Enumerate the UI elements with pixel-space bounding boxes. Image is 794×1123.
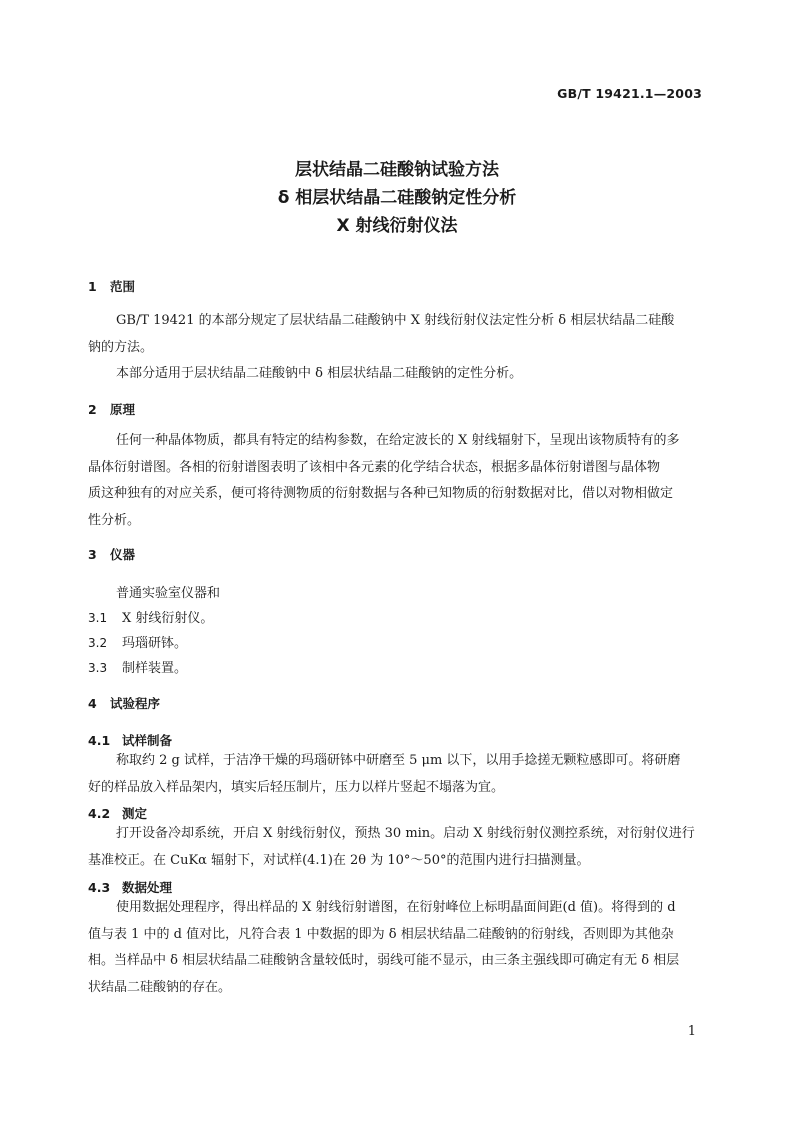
subsection-4-2-heading: [88, 804, 147, 822]
text-line: 基准校正。在 CuKα 辐射下，对试样(4.1)在 2θ 为 10°～50°的范围内进行扫描测量。: [88, 852, 590, 868]
section-2-paragraph: [88, 428, 706, 534]
item-text: X 射线衍射仪。: [122, 611, 214, 626]
list-item: [88, 657, 187, 676]
section-2-heading: [88, 400, 135, 418]
text-line: 打开设备冷却系统，开启 X 射线衍射仪，预热 30 min。启动 X 射线衍射仪测控系统，对衍射仪进行: [116, 826, 695, 841]
item-text: 玛瑙研钵。: [122, 636, 188, 651]
item-text: 制样装置。: [122, 661, 188, 676]
text-line: 任何一种晶体物质，都具有特定的结构参数，在给定波长的 X 射线辐射下，呈现出该物质特有的多: [116, 433, 680, 448]
document-title-line3: X 射线衍射仪法: [336, 216, 458, 236]
subsection-number: 4.3: [88, 880, 111, 895]
section-1-paragraph-1: [88, 308, 706, 388]
standard-number: GB/T 19421.1—2003: [557, 86, 702, 101]
text-line: 状结晶二硅酸钠的存在。: [88, 979, 232, 995]
text-line: 称取约 2 g 试样，于洁净干燥的玛瑙研钵中研磨至 5 μm 以下，以用手捻搓无颗粒感即可。将研磨: [116, 753, 681, 768]
text-line: 好的样品放入样品架内，填实后轻压制片，压力以样片竖起不塌落为宜。: [88, 779, 505, 795]
subsection-title: 试样制备: [122, 733, 173, 748]
text-line: 质这种独有的对应关系，便可将待测物质的衍射数据与各种已知物质的衍射数据对比，借以对物相做定: [88, 486, 674, 501]
subsection-title: 数据处理: [122, 880, 173, 895]
subsection-4-2-paragraph: [88, 821, 706, 874]
item-number: 3.3: [88, 661, 108, 675]
list-item: [88, 607, 213, 626]
page-number: 1: [687, 1024, 696, 1039]
subsection-number: 4.1: [88, 733, 111, 748]
text-line: 相。当样品中 δ 相层状结晶二硅酸钠含量较低时，弱线可能不显示，由三条主强线即可确定有无 δ 相层: [88, 953, 680, 968]
subsection-number: 4.2: [88, 806, 111, 821]
document-title-line1: 层状结晶二硅酸钠试验方法: [295, 160, 499, 180]
section-number: 4: [88, 696, 97, 711]
section-title: 仪器: [110, 547, 136, 562]
section-3-heading: [88, 545, 135, 563]
section-number: 2: [88, 402, 97, 417]
text-line: 本部分适用于层状结晶二硅酸钠中 δ 相层状结晶二硅酸钠的定性分析。: [116, 366, 523, 381]
section-4-heading: [88, 694, 160, 712]
list-item: [88, 632, 187, 651]
text-line: 钠的方法。: [88, 339, 154, 355]
item-number: 3.1: [88, 611, 108, 625]
text-line: 性分析。: [88, 512, 141, 528]
text-line: 使用数据处理程序，得出样品的 X 射线衍射谱图，在衍射峰位上标明晶面间距(d 值)。将得到的 d: [116, 900, 676, 915]
document-title-line2: δ 相层状结晶二硅酸钠定性分析: [277, 188, 517, 208]
section-1-heading: [88, 277, 135, 295]
section-3-intro: 普通实验室仪器和: [116, 586, 221, 601]
section-number: 1: [88, 279, 97, 294]
section-number: 3: [88, 547, 97, 562]
item-number: 3.2: [88, 636, 108, 650]
section-title: 原理: [110, 402, 136, 417]
subsection-4-1-paragraph: [88, 748, 706, 801]
subsection-4-3-paragraph: [88, 895, 706, 1001]
text-line: 晶体衍射谱图。各相的衍射谱图表明了该相中各元素的化学结合状态，根据多晶体衍射谱图与晶体物: [88, 459, 661, 475]
subsection-4-1-heading: [88, 731, 172, 749]
section-title: 范围: [110, 279, 136, 294]
section-title: 试验程序: [110, 696, 161, 711]
subsection-4-3-heading: [88, 878, 172, 896]
text-line: GB/T 19421 的本部分规定了层状结晶二硅酸钠中 X 射线衍射仪法定性分析 δ 相层状结晶二硅酸: [116, 313, 675, 328]
text-line: 值与表 1 中的 d 值对比，凡符合表 1 中数据的即为 δ 相层状结晶二硅酸钠的衍射线，否则即为其他杂: [88, 926, 674, 942]
subsection-title: 测定: [122, 806, 148, 821]
